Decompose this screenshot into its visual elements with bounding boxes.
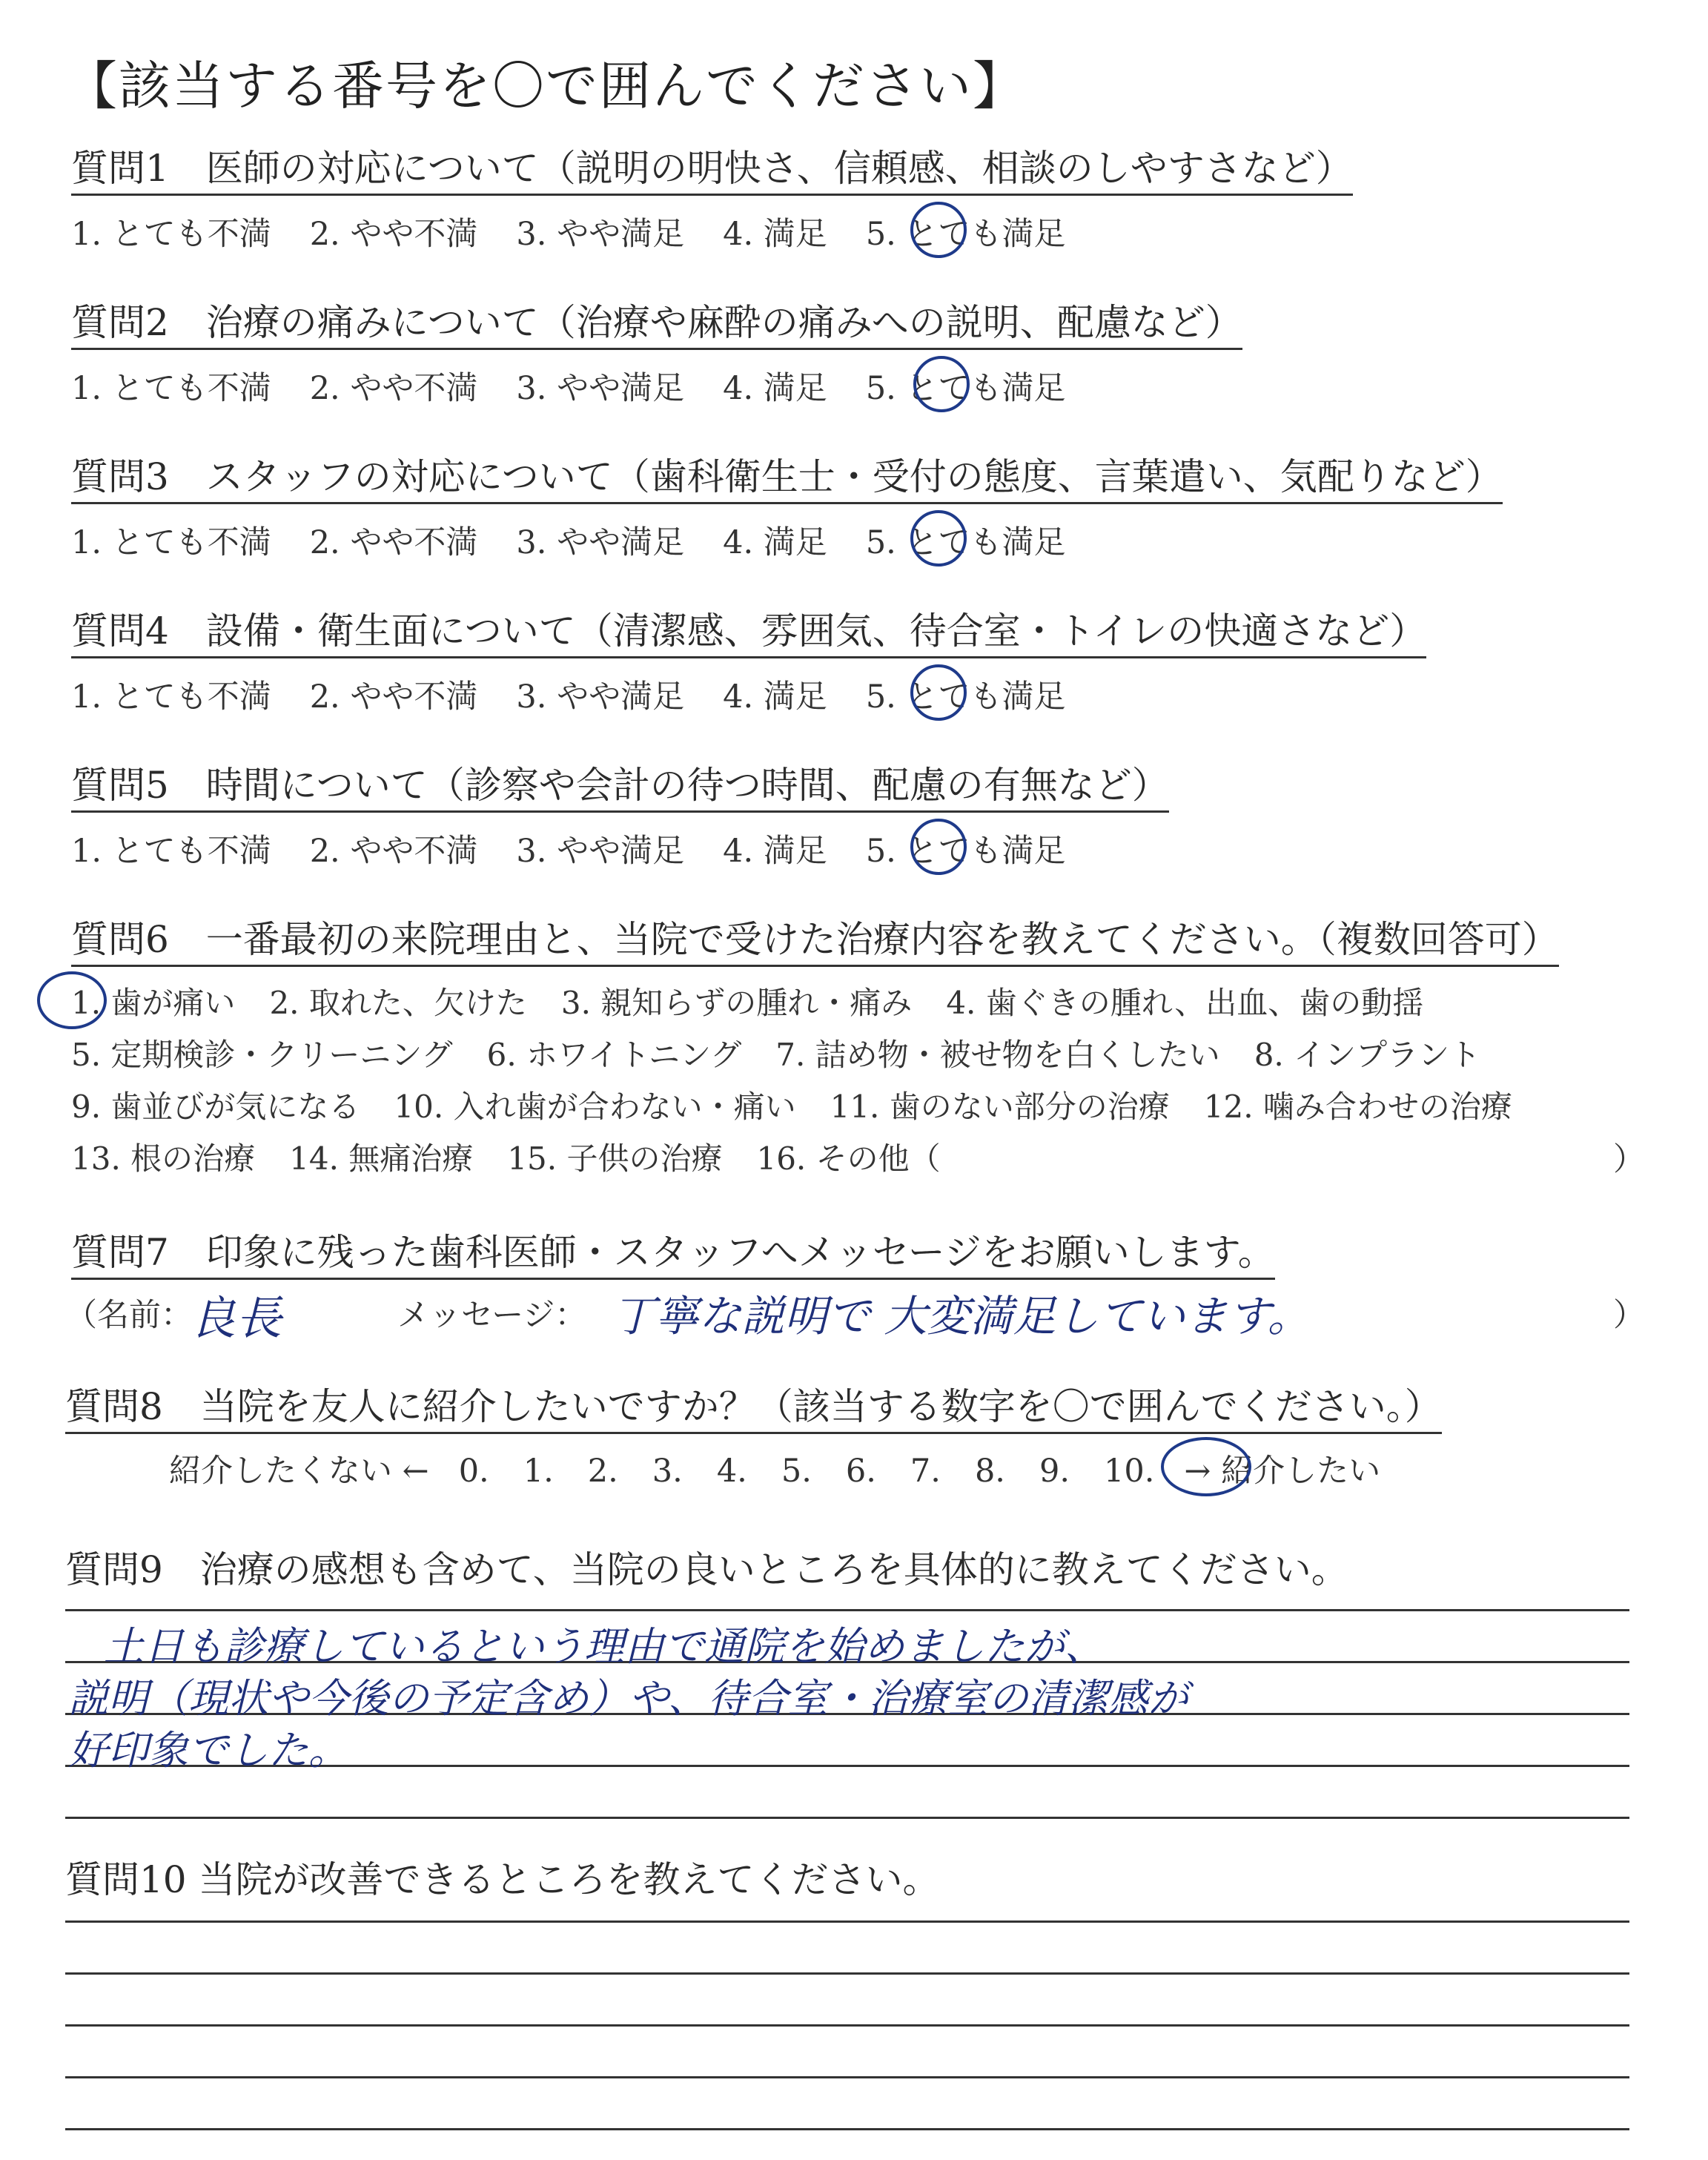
q1-option-3[interactable]: 3. やや満足	[516, 216, 685, 253]
q9-answer-line-5	[65, 1817, 1629, 1819]
q6-option-14[interactable]: 14. 無痛治療	[289, 1140, 474, 1177]
q6-option-9[interactable]: 9. 歯並びが気になる	[71, 1089, 360, 1125]
q8-selection-circle	[1161, 1437, 1251, 1496]
q2-option-2[interactable]: 2. やや不満	[309, 370, 478, 407]
q8-number-8[interactable]: 8.	[974, 1453, 1005, 1490]
q6-options-row-4[interactable]	[71, 1135, 975, 1179]
q8-number-9[interactable]: 9.	[1039, 1453, 1070, 1490]
q7-message-label: メッセージ：	[397, 1297, 587, 1334]
q6-option-2[interactable]: 2. 取れた、欠けた	[269, 985, 527, 1021]
q6-options-row-1[interactable]	[71, 979, 1457, 1023]
q4-selection-circle	[910, 664, 967, 721]
q7-message-value[interactable]: 丁寧な説明で 大変満足しています。	[612, 1291, 1311, 1341]
q6-option-4[interactable]: 4. 歯ぐきの腫れ、出血、歯の動揺	[946, 985, 1424, 1021]
q6-option-12[interactable]: 12. 噛み合わせの治療	[1203, 1089, 1512, 1125]
q3-option-2[interactable]: 2. やや不満	[309, 524, 478, 561]
q1-selection-circle	[910, 202, 967, 258]
page-heading: 【該当する番号を〇で囲んでください】	[65, 56, 1026, 116]
q6-option-5[interactable]: 5. 定期検診・クリーニング	[71, 1037, 453, 1073]
q10-answer-line-5[interactable]	[65, 2128, 1629, 2130]
q6-option-16[interactable]: 16. その他（	[756, 1140, 941, 1177]
question-6-title: 質問6 一番最初の来院理由と、当院で受けた治療内容を教えてください。（複数回答可）	[71, 919, 1559, 967]
question-8-title: 質問8 当院を友人に紹介したいですか？（該当する数字を〇で囲んでください。）	[65, 1387, 1442, 1434]
q1-option-2[interactable]: 2. やや不満	[309, 216, 478, 253]
q8-number-1[interactable]: 1.	[523, 1453, 554, 1490]
question-4-title: 質問4 設備・衛生面について（清潔感、雰囲気、待合室・トイレの快適さなど）	[71, 611, 1426, 658]
q6-option-6[interactable]: 6. ホワイトニング	[486, 1037, 742, 1073]
q5-option-3[interactable]: 3. やや満足	[516, 833, 685, 870]
q8-left-label: 紹介したくない ←	[169, 1453, 429, 1490]
question-9-title: 質問9 治療の感想も含めて、当院の良いところを具体的に教えてください。	[65, 1548, 1348, 1591]
q10-answer-line-3[interactable]	[65, 2024, 1629, 2027]
q6-option-11[interactable]: 11. 歯のない部分の治療	[830, 1089, 1170, 1125]
q8-number-10[interactable]: 10.	[1104, 1453, 1155, 1490]
question-5-title: 質問5 時間について（診察や会計の待つ時間、配慮の有無など）	[71, 765, 1169, 813]
q2-option-1[interactable]: 1. とても不満	[71, 370, 271, 407]
q3-option-5[interactable]: 5. とても満足	[865, 524, 1066, 561]
q7-name-value[interactable]: 良長	[190, 1291, 282, 1345]
q2-option-4[interactable]: 4. 満足	[723, 370, 827, 407]
q8-number-0[interactable]: 0.	[458, 1453, 489, 1490]
q5-selection-circle	[910, 819, 967, 875]
question-2-title: 質問2 治療の痛みについて（治療や麻酔の痛みへの説明、配慮など）	[71, 303, 1242, 350]
q5-option-5[interactable]: 5. とても満足	[865, 833, 1066, 870]
q4-option-1[interactable]: 1. とても不満	[71, 678, 271, 716]
q6-option-1[interactable]: 1. 歯が痛い	[71, 985, 236, 1021]
q10-answer-line-1[interactable]	[65, 1920, 1629, 1923]
q4-option-2[interactable]: 2. やや不満	[309, 678, 478, 716]
q8-number-5[interactable]: 5.	[781, 1453, 812, 1490]
q5-option-1[interactable]: 1. とても不満	[71, 833, 271, 870]
q8-number-7[interactable]: 7.	[910, 1453, 941, 1490]
q6-option-8[interactable]: 8. インプラント	[1254, 1037, 1481, 1073]
q9-answer-text-1[interactable]: 土日も診療しているという理由で通院を始めましたが、	[104, 1623, 1105, 1670]
q8-right-label: → 紹介したい	[1184, 1453, 1381, 1490]
q6-option-13[interactable]: 13. 根の治療	[71, 1140, 256, 1177]
q6-other-close-paren: ）	[1613, 1141, 1645, 1178]
question-7-title: 質問7 印象に残った歯科医師・スタッフへメッセージをお願いします。	[71, 1232, 1275, 1280]
q8-number-3[interactable]: 3.	[652, 1453, 683, 1490]
q5-option-4[interactable]: 4. 満足	[723, 833, 827, 870]
q9-answer-text-3[interactable]: 好印象でした。	[68, 1727, 348, 1774]
q9-answer-line-1	[65, 1609, 1629, 1611]
q4-option-3[interactable]: 3. やや満足	[516, 678, 685, 716]
q6-selection-circle	[37, 971, 107, 1029]
q3-option-1[interactable]: 1. とても不満	[71, 524, 271, 561]
q3-option-3[interactable]: 3. やや満足	[516, 524, 685, 561]
q6-option-10[interactable]: 10. 入れ歯が合わない・痛い	[394, 1089, 796, 1125]
q1-option-5[interactable]: 5. とても満足	[865, 216, 1066, 253]
q2-selection-circle	[913, 356, 970, 412]
q6-option-15[interactable]: 15. 子供の治療	[507, 1140, 723, 1177]
question-10-title: 質問10 当院が改善できるところを教えてください。	[65, 1858, 940, 1901]
q2-option-3[interactable]: 3. やや満足	[516, 370, 685, 407]
q3-option-4[interactable]: 4. 満足	[723, 524, 827, 561]
q4-option-4[interactable]: 4. 満足	[723, 678, 827, 716]
q8-number-2[interactable]: 2.	[587, 1453, 618, 1490]
q7-close-paren: ）	[1613, 1297, 1645, 1334]
q9-answer-text-2[interactable]: 説明（現状や今後の予定含め）や、待合室・治療室の清潔感が	[68, 1675, 1188, 1722]
q6-option-7[interactable]: 7. 詰め物・被せ物を白くしたい	[775, 1037, 1220, 1073]
q10-answer-line-4[interactable]	[65, 2076, 1629, 2078]
q1-option-4[interactable]: 4. 満足	[723, 216, 827, 253]
q7-name-label: （名前：	[65, 1297, 193, 1334]
q6-options-row-3[interactable]	[71, 1083, 1546, 1127]
q4-option-5[interactable]: 5. とても満足	[865, 678, 1066, 716]
q8-number-6[interactable]: 6.	[845, 1453, 876, 1490]
q3-selection-circle	[910, 510, 967, 567]
q10-answer-line-2[interactable]	[65, 1972, 1629, 1975]
q6-options-row-2[interactable]	[71, 1031, 1515, 1075]
q2-option-5[interactable]: 5. とても満足	[865, 370, 1066, 407]
q5-option-2[interactable]: 2. やや不満	[309, 833, 478, 870]
q6-option-3[interactable]: 3. 親知らずの腫れ・痛み	[560, 985, 913, 1021]
q8-number-4[interactable]: 4.	[716, 1453, 747, 1490]
question-3-title: 質問3 スタッフの対応について（歯科衛生士・受付の態度、言葉遣い、気配りなど）	[71, 457, 1503, 504]
question-1-title: 質問1 医師の対応について（説明の明快さ、信頼感、相談のしやすさなど）	[71, 148, 1353, 196]
q1-option-1[interactable]: 1. とても不満	[71, 216, 271, 253]
